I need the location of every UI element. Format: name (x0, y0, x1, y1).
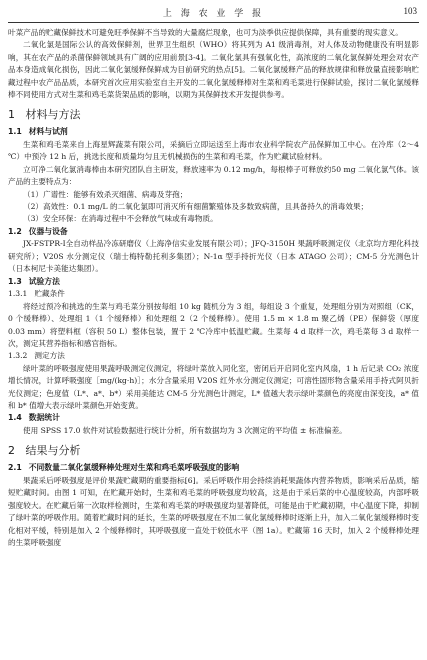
subsection-title: 不同数量二氧化氯缓释棒处理对生菜和鸡毛菜呼吸强度的影响 (28, 463, 240, 473)
list-item: （2）高效性：0.1 mg/L 的二氧化氯即可消灭所有细菌繁殖体及多数致病菌，且具备持久的消毒效果； (23, 202, 369, 212)
subsection-heading (8, 462, 419, 475)
subsection-heading (8, 126, 419, 139)
list-item: （3）安全环保：在消毒过程中不会释放气味或有毒物质。 (23, 214, 218, 224)
subsection-number: 1.3 (8, 276, 22, 286)
paragraph: JX-FSTPR-Ⅰ全自动样品冷冻研磨仪（上海净信实业发展有限公司）；JFQ-3150H 果蔬呼吸测定仪（北京均方理化科技研究所）；V20S 水分测定仪（瑞士梅特勒托利多集团）；N-1α 型手持折光仪（日本 ATAGO 公司）；CM-5 分光测色计（日本柯尼卡美能达集团）。 (8, 239, 419, 274)
paragraph: 生菜和鸡毛菜来自上海星辉蔬菜有限公司，采摘后立即运送至上海市农业科学院农产品保鲜加工中心。在冷库（2～4 ℃）中预冷 12 h 后，挑选长度和质量均匀且无机械损伤的生菜和鸡毛菜，作为贮藏试验材料。 (8, 140, 419, 162)
paragraph: 将经过预冷和挑选的生菜与鸡毛菜分别按每组 10 kg 随机分为 3 组，每组设 3 个重复，处理组分别为对照组（CK，0 个缓释棒）、处理组 1（1 个缓释棒）和处理组 2（2 个缓释棒）。使用 1.5 m × 1.8 m 聚乙烯（PE）保鲜袋（厚度 0.03 mm）将塑料框（容积 50 L）整体包装，置于 2 ℃冷库中低温贮藏。生菜每 4 d 取样一次，鸡毛菜每 3 d 取样一次，测定其营养指标和感官指标。 (8, 301, 419, 348)
subsubsection-heading (8, 350, 419, 362)
article-body (8, 27, 419, 549)
subsubsection-title: 测定方法 (34, 351, 65, 361)
section-title: 材料与方法 (25, 108, 81, 122)
section-heading (8, 443, 419, 458)
intro-paragraph: 叶菜产品的贮藏保鲜技术可避免旺季保鲜不当导致的大量腐烂现象，也可为淡季供应提供保障，具有重要的现实意义。 (8, 28, 403, 37)
subsection-number: 2.1 (8, 463, 22, 473)
subsection-number: 1.2 (8, 226, 22, 236)
subsection-title: 数据统计 (28, 413, 60, 423)
subsection-title: 试验方法 (28, 276, 60, 286)
subsubsection-number: 1.3.2 (8, 351, 28, 361)
subsection-heading (8, 226, 419, 239)
subsection-number: 1.4 (8, 413, 22, 423)
section-number: 1 (8, 108, 15, 122)
intro-paragraph: 二氧化氯是国际公认的高效保鲜剂，世界卫生组织（WHO）将其列为 A1 级消毒剂，对人体及动物健康没有明显影响，其在农产品的杀菌保鲜领域具有广阔的应用前景[3-4]。二氧化氯具有强氧化性，高浓度的二氧化氯保鲜处理会对农产品本身造成氧化损伤，因此二氧化氯缓释保鲜成为目前研究的热点[5]。二氧化氯缓释产品的释放规律和释放量直接影响贮藏过程中农产品品质，本研究首次应用实验室自主开发的二氧化氯缓释棒对生菜和鸡毛菜进行保鲜试验，探讨二氧化氯缓释棒不同使用方式对生菜和鸡毛菜货架品质的影响，以期为其保鲜技术开发提供参考。 (8, 40, 419, 100)
page-number: 103 (403, 6, 417, 16)
journal-title: 上 海 农 业 学 报 (162, 9, 265, 19)
subsection-title: 材料与试剂 (28, 127, 68, 137)
paragraph: 立可净二氧化氯消毒棒由本研究团队自主研发，释放速率为 0.12 mg/h，每根棒子可释放约50 mg 二氧化氯气体。该产品的主要特点为： (8, 164, 419, 187)
paragraph: 绿叶菜的呼吸强度使用果蔬呼吸测定仪测定，将绿叶菜放入同化室，密闭后开启同化室内风扇，1 h 后记录 CO₂ 浓度增长情况，计算呼吸强度［mg/(kg·h)］；水分含量采用 V20S 红外水分测定仪测定；可溶性固形物含量采用手持式阿贝折光仪测定；色度值（L*、a*、b*）采用美能达 CM-5 分光测色计测定，L* 值越大表示绿叶菜颜色的亮度由深变浅，a* 值和 b* 值增大表示绿叶菜颜色开始变黄。 (8, 363, 419, 410)
subsubsection-heading (8, 288, 419, 300)
subsection-title: 仪器与设备 (28, 226, 68, 236)
subsection-number: 1.1 (8, 127, 22, 137)
subsection-heading (8, 412, 419, 425)
paragraph: 使用 SPSS 17.0 软件对试验数据进行统计分析，所有数据均为 3 次测定的平均值 ± 标准偏差。 (23, 425, 347, 435)
section-title: 结果与分析 (25, 444, 81, 458)
running-header (8, 4, 419, 23)
subsubsection-title: 贮藏条件 (34, 289, 65, 299)
paragraph: 果蔬采后呼吸强度是评价果蔬贮藏期的重要指标[6]。采后呼吸作用会持续消耗果蔬体内营养物质，影响采后品质，缩短贮藏时间。由图 1 可知，在贮藏开始时，生菜和鸡毛菜的呼吸强度均较高，这是由于采后菜的中心温度较高，内部呼吸强度较大。在贮藏后第一次取样检测时，生菜和鸡毛菜的呼吸强度均显著降低，可能是由于贮藏初期，中心温度下降，抑制了绿叶菜的呼吸作用。随着贮藏时间的延长，生菜的呼吸强度在不加二氧化氯缓释棒时逐渐上升，加入二氧化氯缓释棒时变化相对平缓，特别是加入 2 个缓释棒时，其呼吸强度一直处于较低水平（图 1a）。贮藏第 16 天时，加入 2 个缓释棒处理的生菜呼吸强度 (8, 475, 419, 547)
subsubsection-number: 1.3.1 (8, 289, 28, 299)
subsection-heading (8, 276, 419, 289)
section-number: 2 (8, 444, 15, 458)
list-item: （1）广谱性：能够有效杀灭细菌、病毒及芽孢； (23, 189, 188, 199)
section-heading (8, 107, 419, 122)
